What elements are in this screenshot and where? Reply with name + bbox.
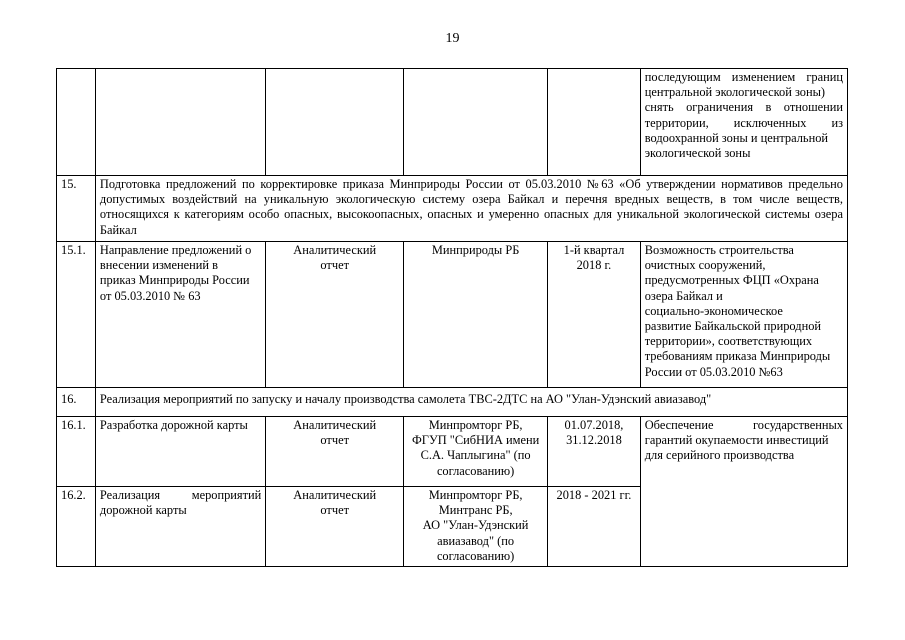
name-line: приказ Минприроды России <box>99 273 250 288</box>
result-line: социально-экономическое <box>644 303 783 318</box>
result-line: снять ограничения в отношении <box>644 100 843 115</box>
name-line: Направление предложений о <box>99 243 252 257</box>
result-line: озера Байкал и <box>644 288 723 303</box>
responsible-line: авиазавод" (по <box>437 533 515 548</box>
result-line: территории», соответствующих <box>644 334 813 349</box>
result-line: Обеспечение государственных <box>644 418 843 432</box>
section-row-16 <box>57 388 848 417</box>
cell-num <box>57 69 96 176</box>
form-line: отчет <box>320 258 349 273</box>
cell-name: Разработка дорожной карты <box>95 417 265 487</box>
result-line: последующим изменением границ <box>644 70 843 84</box>
responsible-line: согласованию) <box>436 548 515 563</box>
form-line: Аналитический <box>293 418 377 432</box>
term-line: 2018 г. <box>576 258 612 273</box>
cell-term <box>548 242 641 388</box>
result-line: гарантий окупаемости инвестиций <box>644 433 829 448</box>
table-row-16-1 <box>57 417 848 487</box>
cell-term <box>548 417 641 487</box>
responsible-line: АО "Улан-Удэнский <box>422 518 529 533</box>
cell-form <box>266 242 404 388</box>
cell-num: 16.2. <box>57 487 96 567</box>
cell-form <box>266 69 404 176</box>
responsible-line: согласованию) <box>436 463 515 478</box>
result-line: развитие Байкальской природной <box>644 319 822 334</box>
section-title: Реализация мероприятий по запуску и началу производства самолета ТВС-2ДТС на АО "Улан-Удэнский авиазавод" <box>95 388 847 417</box>
section-num: 16. <box>57 388 96 417</box>
cell-responsible <box>404 69 548 176</box>
result-line: для серийного производства <box>644 448 795 463</box>
name-line: от 05.03.2010 № 63 <box>99 288 201 303</box>
cell-result <box>640 69 847 176</box>
form-line: Аналитический <box>293 488 377 502</box>
cell-name <box>95 487 265 567</box>
cell-term <box>548 69 641 176</box>
term-line: 31.12.2018 <box>566 433 622 448</box>
result-line: Возможность строительства <box>644 243 794 257</box>
cell-name <box>95 69 265 176</box>
cell-term: 2018 - 2021 гг. <box>548 487 641 567</box>
form-line: отчет <box>320 503 349 518</box>
responsible-line: Минпромторг РБ, <box>428 418 523 432</box>
section-num: 15. <box>57 176 96 242</box>
result-line: России от 05.03.2010 №63 <box>644 364 783 379</box>
form-line: отчет <box>320 433 349 448</box>
responsible-line: С.А. Чаплыгина" (по <box>420 448 531 463</box>
cell-form <box>266 487 404 567</box>
cell-result <box>640 417 847 567</box>
page-number: 19 <box>445 31 460 46</box>
name-line: дорожной карты <box>99 503 187 518</box>
cell-form <box>266 417 404 487</box>
responsible-line: Минтранс РБ, <box>438 503 513 518</box>
cell-name <box>95 242 265 388</box>
cell-result <box>640 242 847 388</box>
table-row-continuation <box>57 69 848 176</box>
cell-num: 15.1. <box>57 242 96 388</box>
term-line: 1-й квартал <box>563 243 625 257</box>
cell-num: 16.1. <box>57 417 96 487</box>
result-line: экологической зоны <box>644 146 751 161</box>
cell-responsible: Минприроды РБ <box>404 242 548 388</box>
term-line: 01.07.2018, <box>564 418 624 432</box>
form-line: Аналитический <box>293 243 377 257</box>
result-line: очистных сооружений, <box>644 258 766 273</box>
name-line: внесении изменений в <box>99 258 218 273</box>
cell-responsible <box>404 487 548 567</box>
responsible-line: ФГУП "СибНИА имени <box>412 433 540 448</box>
result-line: предусмотренных ФЦП «Охрана <box>644 273 819 288</box>
result-line: территории, исключенных из <box>644 115 843 130</box>
result-line: требованиям приказа Минприроды <box>644 349 831 364</box>
result-line: водоохранной зоны и центральной <box>644 130 829 145</box>
cell-responsible <box>404 417 548 487</box>
name-line: Реализация мероприятий <box>99 488 262 502</box>
measures-table <box>56 68 848 567</box>
table-row-15-1 <box>57 242 848 388</box>
responsible-line: Минпромторг РБ, <box>428 488 523 502</box>
section-row-15 <box>57 176 848 242</box>
result-line: центральной экологической зоны) <box>644 85 826 100</box>
section-title: Подготовка предложений по корректировке приказа Минприроды России от 05.03.2010 №63 «Об утверждении нормативов предельно допустимых воздействий на уникальную экологическую систему озера Байкал и перечня вредных веществ, в том числе веществ, относящихся к категориям особо опасных, высокоопасных, опасных и умеренно опасных для уникальной экологической системы озера Байкал <box>95 176 847 242</box>
